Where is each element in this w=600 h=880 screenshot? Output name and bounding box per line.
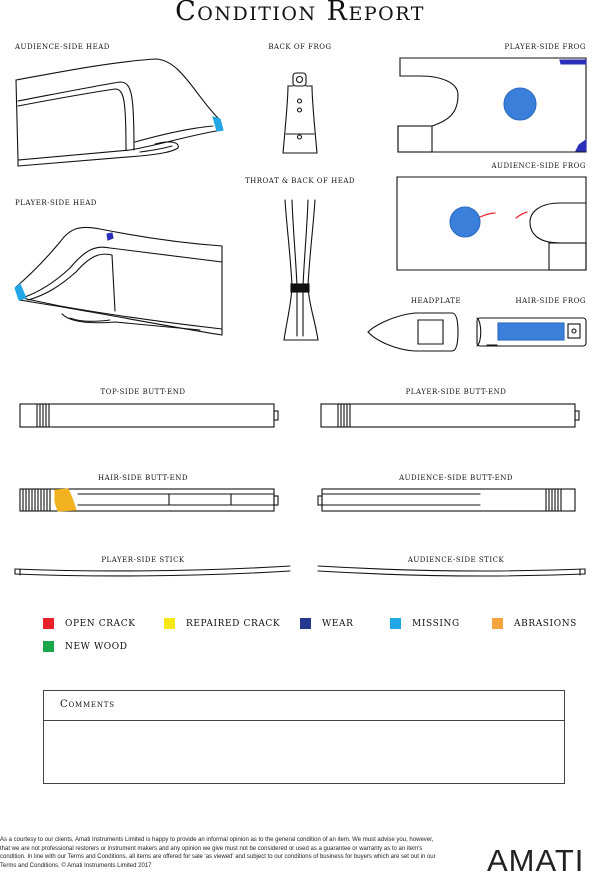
- crack-mark-audience-frog-1: [480, 213, 495, 217]
- legend-label: NEW WOOD: [65, 641, 128, 652]
- abrasion-mark-hair-butt: [55, 489, 76, 511]
- missing-mark-hair-frog: [498, 323, 564, 340]
- back-of-frog-drawing: [283, 73, 317, 153]
- label-player-side-stick: PLAYER-SIDE STICK: [101, 556, 185, 564]
- audience-side-head-drawing: [16, 59, 222, 166]
- player-side-head-drawing: [16, 227, 222, 335]
- legend-label: ABRASIONS: [514, 618, 577, 629]
- legend-swatch-repaired-crack: [164, 618, 175, 629]
- label-throat: THROAT & BACK OF HEAD: [244, 177, 356, 185]
- player-side-stick-drawing: [15, 566, 290, 576]
- audience-side-butt-end-drawing: [318, 489, 575, 511]
- audience-side-stick-drawing: [318, 566, 585, 576]
- player-side-butt-end-drawing: [321, 404, 579, 427]
- legend-label: OPEN CRACK: [65, 618, 136, 629]
- label-player-side-butt-end: PLAYER-SIDE BUTT-END: [405, 388, 507, 396]
- throat-drawing: [284, 200, 318, 340]
- label-player-side-frog: PLAYER-SIDE FROG: [504, 43, 586, 51]
- top-side-butt-end-drawing: [20, 404, 278, 427]
- legend-new-wood: [43, 641, 128, 652]
- legend-swatch-open-crack: [43, 618, 54, 629]
- legend-label: WEAR: [322, 618, 354, 629]
- player-side-frog-drawing: [398, 58, 586, 152]
- legend-swatch-abrasions: [492, 618, 503, 629]
- label-audience-side-butt-end: AUDIENCE-SIDE BUTT-END: [399, 474, 513, 482]
- legend-open-crack: [43, 618, 136, 629]
- legend-label: MISSING: [412, 618, 460, 629]
- label-hair-side-frog: HAIR-SIDE FROG: [515, 297, 586, 305]
- label-audience-side-stick: AUDIENCE-SIDE STICK: [407, 556, 505, 564]
- disclaimer-text: As a courtesy to our clients, Amati Instruments Limited is happy to provide an informal opinion as to the general condition of an item. We must advise you, however, that we are not professional restorers or instrument makers and any opinion we give must not be considered or used as a guarantee or warranty as to an item's condition. In line with our Terms and Conditions, all items are offered for sale 'as viewed' and subject to our conditions of business for buyers which are set out in our Terms and Conditions. © Amati Instruments Limited 2017: [0, 837, 436, 869]
- label-player-side-head: PLAYER-SIDE HEAD: [15, 199, 97, 207]
- headplate-drawing: [368, 313, 458, 351]
- label-back-of-frog: BACK OF FROG: [268, 43, 332, 51]
- page-title: Condition Report: [175, 0, 425, 27]
- missing-eye-player-frog: [504, 88, 536, 120]
- missing-mark-player-head: [15, 284, 26, 300]
- label-audience-side-head: AUDIENCE-SIDE HEAD: [15, 43, 110, 51]
- missing-eye-audience-frog: [450, 207, 480, 237]
- audience-side-frog-drawing: [397, 177, 586, 270]
- legend-abrasions: [492, 618, 577, 629]
- legend-swatch-missing: [390, 618, 401, 629]
- comments-field[interactable]: [44, 721, 564, 781]
- wear-mark-player-frog-1: [560, 60, 586, 64]
- crack-mark-audience-frog-2: [516, 212, 527, 218]
- wear-mark-player-frog-2: [576, 140, 586, 151]
- wear-mark-player-head: [107, 233, 113, 240]
- legend-repaired-crack: [164, 618, 280, 629]
- missing-mark-audience-head: [213, 117, 223, 131]
- comments-box: [43, 690, 565, 784]
- label-headplate: HEADPLATE: [410, 297, 462, 305]
- comments-heading: Comments: [44, 691, 564, 721]
- legend-label: REPAIRED CRACK: [186, 618, 281, 629]
- label-top-side-butt-end: TOP-SIDE BUTT-END: [100, 388, 186, 396]
- legend-missing: [390, 618, 460, 629]
- label-audience-side-frog: AUDIENCE-SIDE FROG: [491, 162, 586, 170]
- legend-wear: [300, 618, 354, 629]
- legend-swatch-wear: [300, 618, 311, 629]
- legend-swatch-new-wood: [43, 641, 54, 652]
- label-hair-side-butt-end: HAIR-SIDE BUTT-END: [98, 474, 188, 482]
- amati-logo: AMATI: [487, 843, 585, 878]
